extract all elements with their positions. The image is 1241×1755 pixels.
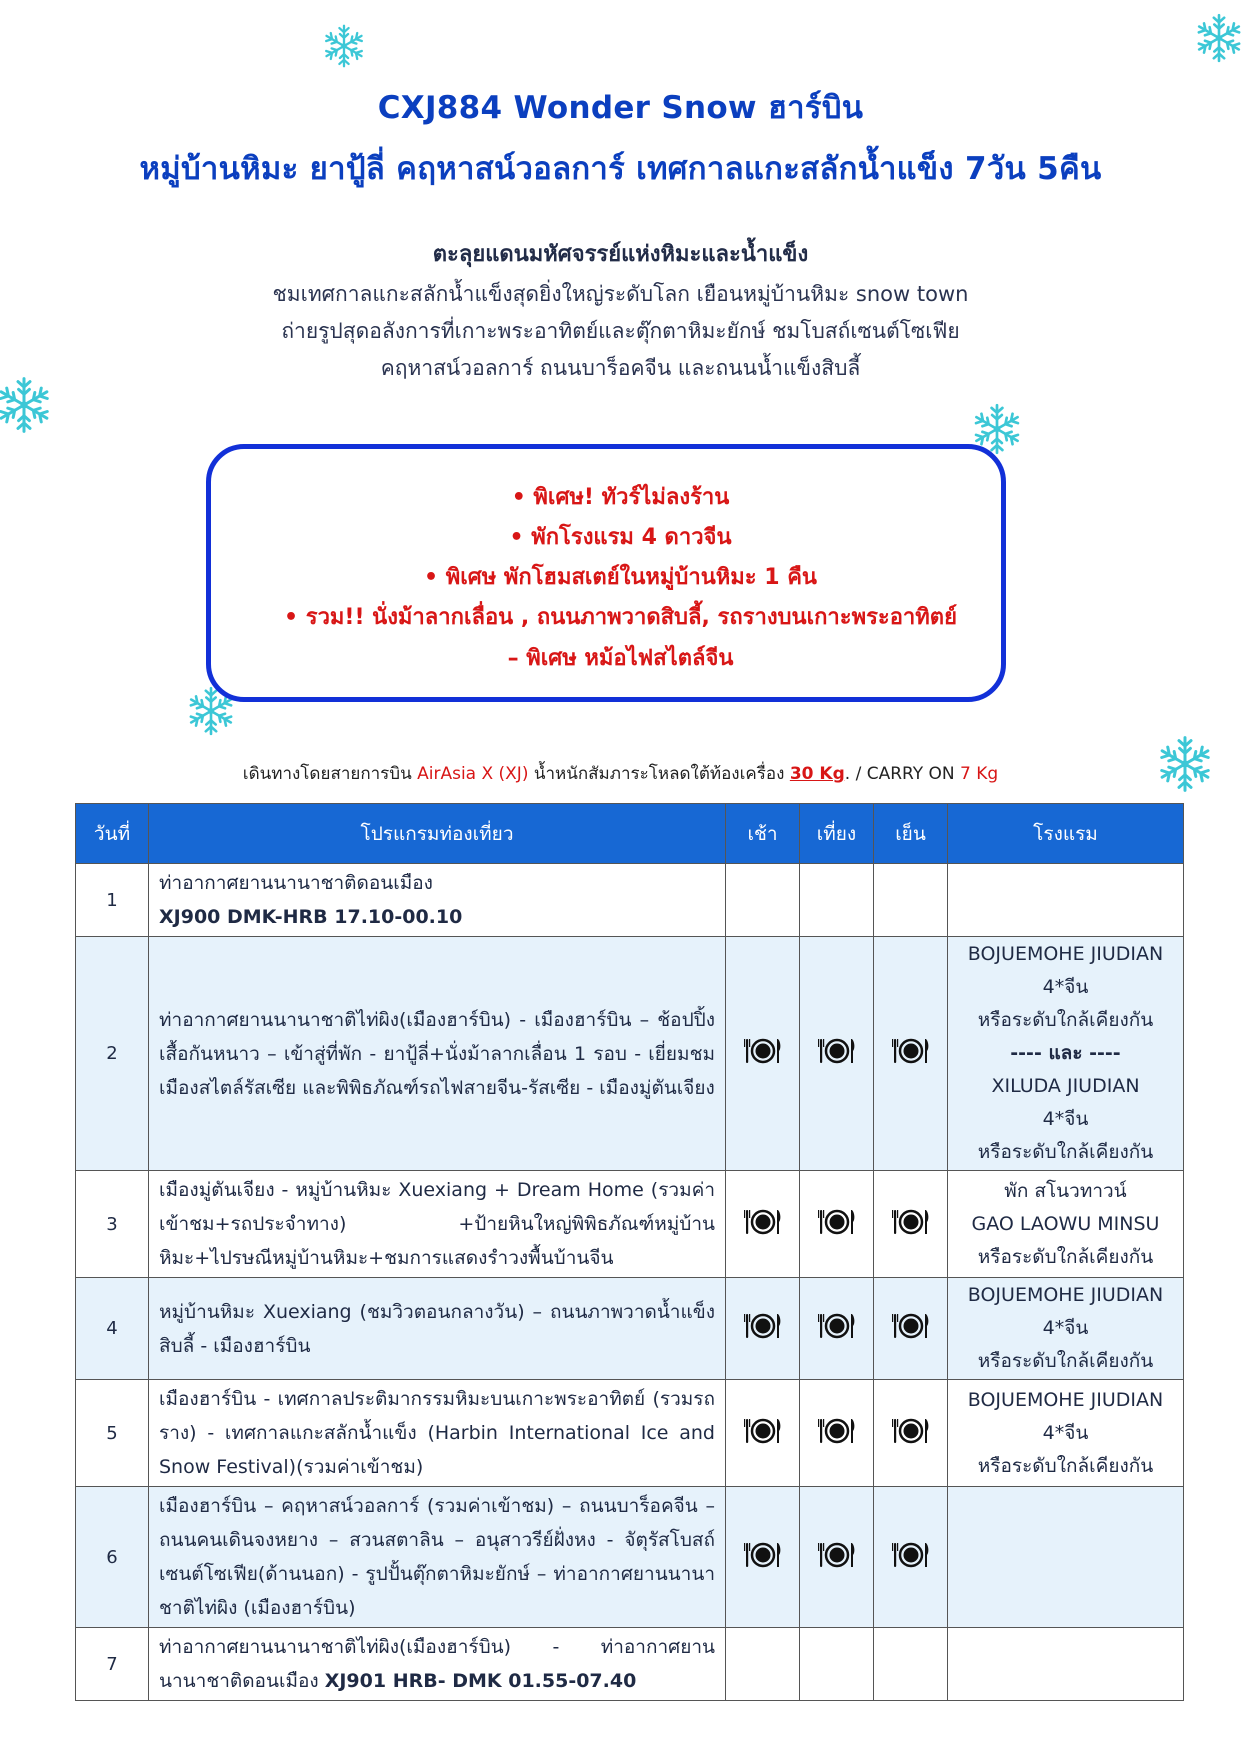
lunch-cell [800, 1487, 874, 1628]
table-row [76, 1380, 1184, 1487]
tagline-line: ชมเทศกาลแกะสลักน้ำแข็งสุดยิ่งใหญ่ระดับโลก เยือนหมู่บ้านหิมะ snow town [272, 282, 969, 306]
highlight-item: • พิเศษ! ทัวร์ไม่ลงร้าน [511, 485, 730, 510]
dinner-cell [874, 1171, 948, 1278]
hotel-line: BOJUEMOHE JIUDIAN [967, 1388, 1164, 1411]
program-cell [149, 1487, 726, 1628]
carry-text: . / CARRY ON [844, 764, 961, 784]
program-line: หมู่บ้านหิมะ Xuexiang (ชมวิวตอนกลางวัน) – ถนนภาพวาดน้ำแข็งสิบลี้ - เมืองฮาร์บิน [159, 1300, 715, 1357]
page-subtitle: หมู่บ้านหิมะ ยาปู้ลี่ คฤหาสน์วอลการ์ เทศกาลแกะสลักน้ำแข็ง 7วัน 5คืน [139, 151, 1102, 187]
baggage-text: น้ำหนักสัมภาระโหลดใต้ท้องเครื่อง [528, 764, 790, 784]
hotel-line: 4*จีน [1042, 1108, 1089, 1130]
hotel-cell [948, 937, 1184, 1171]
table-row [76, 1278, 1184, 1380]
carry-value: 7 Kg [960, 764, 999, 784]
plate-cutlery-icon [817, 1311, 857, 1341]
flight-number: XJ901 HRB- DMK 01.55-07.40 [324, 1670, 637, 1692]
breakfast-cell [726, 937, 800, 1171]
hotel-cell [948, 1380, 1184, 1487]
breakfast-cell [726, 1380, 800, 1487]
lunch-cell [800, 1171, 874, 1278]
hotel-line: 4*จีน [1042, 1317, 1089, 1339]
dinner-cell [874, 864, 948, 937]
lunch-cell [800, 1380, 874, 1487]
page-title: CXJ884 Wonder Snow ฮาร์บิน [377, 90, 864, 126]
flight-number: XJ900 DMK-HRB 17.10-00.10 [159, 906, 463, 928]
plate-cutlery-icon [743, 1036, 783, 1066]
hotel-line: 4*จีน [1042, 1421, 1089, 1444]
highlight-item: • รวม!! นั่งม้าลากเลื่อน , ถนนภาพวาดสิบลี้, รถรางบนเกาะพระอาทิตย์ [284, 605, 957, 630]
breakfast-cell [726, 1171, 800, 1278]
plate-cutlery-icon [743, 1540, 783, 1570]
program-line: ท่าอากาศยานนานาชาติดอนเมือง [159, 872, 433, 894]
dinner-cell [874, 1628, 948, 1701]
table-row [76, 937, 1184, 1171]
day-cell: 7 [76, 1628, 149, 1701]
dinner-cell [874, 937, 948, 1171]
hotel-line: หรือระดับใกล้เคียงกัน [977, 1350, 1154, 1372]
lunch-cell [800, 937, 874, 1171]
plate-cutlery-icon [891, 1416, 931, 1446]
table-header-row [76, 804, 1184, 864]
hotel-cell [948, 1628, 1184, 1701]
hotel-line: 4*จีน [1042, 976, 1089, 998]
snowflake-icon [321, 23, 367, 69]
header-day: วันที่ [76, 804, 149, 864]
lunch-cell [800, 1628, 874, 1701]
day-cell: 3 [76, 1171, 149, 1278]
table-row [76, 864, 1184, 937]
tagline-line: ถ่ายรูปสุดอลังการที่เกาะพระอาทิตย์และตุ๊กตาหิมะยักษ์ ชมโบสถ์เซนต์โซเฟีย [281, 319, 960, 343]
header-breakfast: เช้า [726, 804, 800, 864]
hotel-line: XILUDA JIUDIAN [991, 1075, 1140, 1097]
plate-cutlery-icon [817, 1540, 857, 1570]
program-line: ท่าอากาศยานนานาชาติไท่ผิง(เมืองฮาร์บิน) - ท่าอากาศยานนานาชาติดอนเมือง [159, 1636, 715, 1692]
flight-prefix: เดินทางโดยสายการบิน [242, 764, 418, 784]
hotel-cell [948, 1278, 1184, 1380]
tagline-line: คฤหาสน์วอลการ์ ถนนบาร็อคจีน และถนนน้ำแข็งสิบลี้ [380, 356, 861, 380]
plate-cutlery-icon [817, 1416, 857, 1446]
header-program: โปรแกรมท่องเที่ยว [149, 804, 726, 864]
tagline-heading: ตะลุยแดนมหัศจรรย์แห่งหิมะและน้ำแข็ง [432, 242, 809, 267]
highlight-item: • พักโรงแรม 4 ดาวจีน [509, 525, 732, 550]
plate-cutlery-icon [817, 1036, 857, 1066]
program-cell [149, 864, 726, 937]
highlight-item: – พิเศษ หม้อไฟสไตล์จีน [507, 646, 734, 671]
program-cell [149, 1380, 726, 1487]
snowflake-icon [1193, 12, 1241, 64]
itinerary-table [75, 803, 1184, 1701]
program-cell [149, 1628, 726, 1701]
program-cell [149, 1171, 726, 1278]
header-hotel: โรงแรม [948, 804, 1184, 864]
hotel-line: BOJUEMOHE JIUDIAN [967, 1284, 1164, 1306]
breakfast-cell [726, 864, 800, 937]
hotel-line: หรือระดับใกล้เคียงกัน [977, 1245, 1154, 1268]
table-row [76, 1628, 1184, 1701]
day-cell: 1 [76, 864, 149, 937]
program-cell [149, 1278, 726, 1380]
hotel-line: หรือระดับใกล้เคียงกัน [977, 1141, 1154, 1163]
hotel-line: ---- และ ---- [1010, 1042, 1121, 1064]
breakfast-cell [726, 1487, 800, 1628]
flight-info [0, 760, 1241, 787]
program-line: เมืองฮาร์บิน – คฤหาสน์วอลการ์ (รวมค่าเข้าชม) – ถนนบาร็อคจีน – ถนนคนเดินจงหยาง – สวนสตาลิน – อนุสาวรีย์ฝั่งหง - จัตุรัสโบสถ์เซนต์โซเฟีย(ด้านนอก) - รูปปั้นตุ๊กตาหิมะยักษ์ – ท่าอากาศยานนานาชาติไท่ผิง (เมืองฮาร์บิน) [159, 1495, 715, 1619]
hotel-line: BOJUEMOHE JIUDIAN [967, 943, 1164, 965]
breakfast-cell [726, 1278, 800, 1380]
plate-cutlery-icon [891, 1207, 931, 1237]
plate-cutlery-icon [743, 1311, 783, 1341]
day-cell: 5 [76, 1380, 149, 1487]
plate-cutlery-icon [891, 1036, 931, 1066]
breakfast-cell [726, 1628, 800, 1701]
hotel-line: หรือระดับใกล้เคียงกัน [977, 1454, 1154, 1477]
highlight-item: • พิเศษ พักโฮมสเตย์ในหมู่บ้านหิมะ 1 คืน [424, 565, 817, 590]
dinner-cell [874, 1380, 948, 1487]
hotel-cell [948, 1171, 1184, 1278]
lunch-cell [800, 864, 874, 937]
plate-cutlery-icon [891, 1311, 931, 1341]
plate-cutlery-icon [891, 1540, 931, 1570]
hotel-cell [948, 1487, 1184, 1628]
baggage-value: 30 Kg [789, 764, 845, 784]
dinner-cell [874, 1278, 948, 1380]
program-line: เมืองฮาร์บิน - เทศกาลประติมากรรมหิมะบนเกาะพระอาทิตย์ (รวมรถราง) - เทศกาลแกะสลักน้ำแข็ง (Harbin International Ice and Snow Festival)(รวมค่าเข้าชม) [159, 1388, 715, 1478]
program-cell [149, 937, 726, 1171]
dinner-cell [874, 1487, 948, 1628]
table-row [76, 1487, 1184, 1628]
program-line: เมืองมู่ตันเจียง - หมู่บ้านหิมะ Xuexiang + Dream Home (รวมค่าเข้าชม+รถประจำทาง) +ป้ายหินใหญ่พิพิธภัณฑ์หมู่บ้านหิมะ+ไปรษณีหมู่บ้านหิมะ+ชมการแสดงรำวงพื้นบ้านจีน [159, 1179, 715, 1269]
lunch-cell [800, 1278, 874, 1380]
hotel-line: หรือระดับใกล้เคียงกัน [977, 1009, 1154, 1031]
day-cell: 6 [76, 1487, 149, 1628]
hotel-cell [948, 864, 1184, 937]
day-cell: 2 [76, 937, 149, 1171]
plate-cutlery-icon [817, 1207, 857, 1237]
hotel-line: พัก สโนวทาวน์ [1004, 1179, 1127, 1202]
airline-name: AirAsia X (XJ) [417, 764, 529, 784]
plate-cutlery-icon [743, 1207, 783, 1237]
table-row [76, 1171, 1184, 1278]
hotel-line: GAO LAOWU MINSU [971, 1212, 1160, 1235]
plate-cutlery-icon [743, 1416, 783, 1446]
header-dinner: เย็น [874, 804, 948, 864]
program-line: ท่าอากาศยานนานาชาติไท่ผิง(เมืองฮาร์บิน) - เมืองฮาร์บิน – ช้อปปิ้งเสื้อกันหนาว – เข้าสู่ที่พัก - ยาปู้ลี่+นั่งม้าลากเลื่อน 1 รอบ - เยี่ยมชมเมืองสไตล์รัสเซีย และพิพิธภัณฑ์รถไฟสายจีน-รัสเซีย - เมืองมู่ตันเจียง [159, 1008, 715, 1099]
header-lunch: เที่ยง [800, 804, 874, 864]
day-cell: 4 [76, 1278, 149, 1380]
